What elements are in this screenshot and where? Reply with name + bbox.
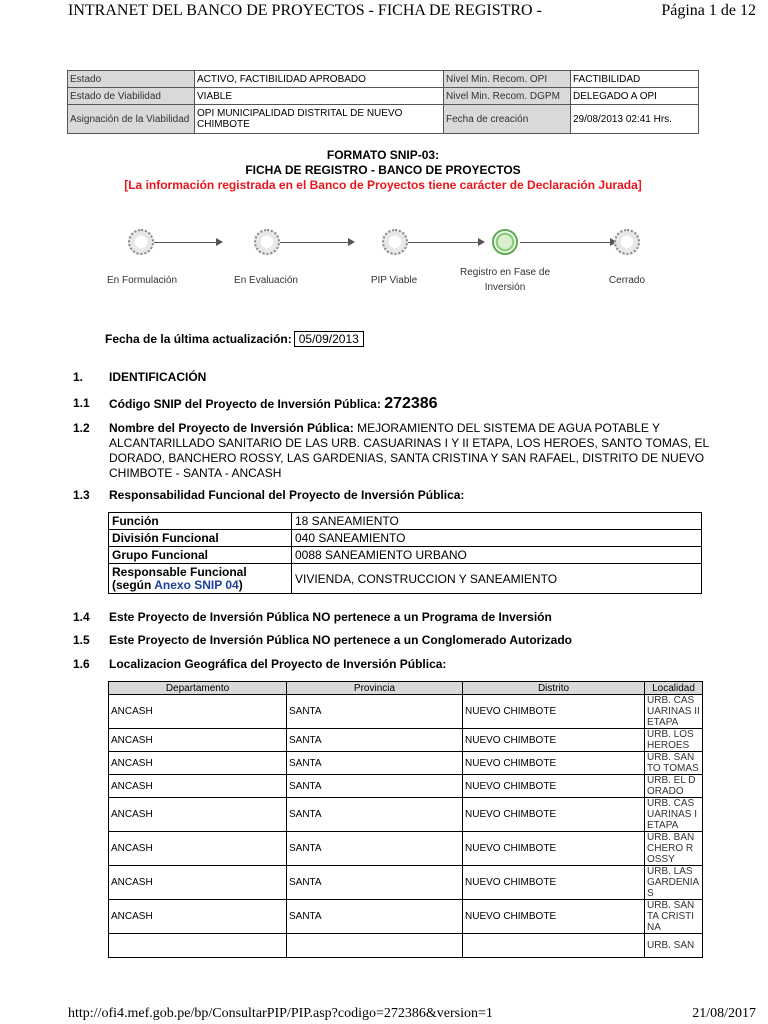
timeline-arrow-icon (348, 238, 355, 246)
cell-departamento: ANCASH (109, 832, 287, 866)
cell-localidad: URB. LAS GARDENIAS (645, 866, 703, 900)
declaracion-notice: [La información registrada en el Banco de Proyectos tiene carácter de Declaración Jurada] (124, 178, 642, 192)
stage-label-active: Registro en Fase de Inversión (459, 267, 551, 293)
column-header: Distrito (463, 682, 645, 695)
estado-label: Estado (68, 71, 195, 88)
cell-provincia (287, 934, 463, 958)
cell-localidad: URB. SANTO TOMAS (645, 752, 703, 775)
responsable-label (109, 564, 292, 594)
division-label: División Funcional (109, 530, 292, 547)
cell-distrito: NUEVO CHIMBOTE (463, 900, 645, 934)
cell-distrito: NUEVO CHIMBOTE (463, 729, 645, 752)
section-title: Este Proyecto de Inversión Pública NO pertenece a un Programa de Inversión (109, 610, 552, 624)
stage-node-icon (382, 229, 408, 255)
responsabilidad-table (108, 512, 702, 594)
stage-node-icon (128, 229, 154, 255)
page-footer-date: 21/08/2017 (692, 1006, 756, 1021)
table-row (109, 798, 703, 832)
cell-localidad: URB. SANTA CRISTINA (645, 900, 703, 934)
page-header-title: INTRANET DEL BANCO DE PROYECTOS - FICHA DE REGISTRO - (68, 2, 542, 19)
asignacion-label: Asignación de la Viabilidad (68, 105, 195, 134)
table-row (109, 934, 703, 958)
page-footer-url: http://ofi4.mef.gob.pe/bp/ConsultarPIP/PIP.asp?codigo=272386&version=1 (68, 1006, 493, 1021)
cell-departamento: ANCASH (109, 729, 287, 752)
section-number: 1.1 (73, 396, 90, 410)
section-number: 1. (73, 370, 84, 384)
viabilidad-value: VIABLE (195, 88, 444, 105)
cell-localidad: URB. CASUARINAS I ETAPA (645, 798, 703, 832)
nivel-opi-label: Nivel Min. Recom. OPI (444, 71, 571, 88)
cell-provincia: SANTA (287, 752, 463, 775)
section-number: 1.2 (73, 421, 90, 435)
cell-departamento: ANCASH (109, 752, 287, 775)
last-update (105, 331, 364, 347)
section-number: 1.4 (73, 610, 90, 624)
cell-departamento (109, 934, 287, 958)
last-update-label: Fecha de la última actualización: (105, 332, 292, 346)
cell-departamento: ANCASH (109, 775, 287, 798)
fecha-creacion-label: Fecha de creación (444, 105, 571, 134)
ficha-title: FICHA DE REGISTRO - BANCO DE PROYECTOS (245, 163, 521, 177)
column-header: Provincia (287, 682, 463, 695)
section-number: 1.3 (73, 488, 90, 502)
cell-distrito: NUEVO CHIMBOTE (463, 832, 645, 866)
project-phase-timeline (100, 225, 700, 305)
cell-provincia: SANTA (287, 866, 463, 900)
nivel-opi-value: FACTIBILIDAD (571, 71, 699, 88)
cell-provincia: SANTA (287, 695, 463, 729)
table-row (109, 695, 703, 729)
estado-value: ACTIVO, FACTIBILIDAD APROBADO (195, 71, 444, 88)
asignacion-value: OPI MUNICIPALIDAD DISTRITAL DE NUEVO CHIMBOTE (195, 105, 444, 134)
responsable-value: VIVIENDA, CONSTRUCCION Y SANEAMIENTO (292, 564, 702, 594)
table-row (109, 866, 703, 900)
cell-provincia: SANTA (287, 900, 463, 934)
column-header: Departamento (109, 682, 287, 695)
section-title: Localizacion Geográfica del Proyecto de Inversión Pública: (109, 657, 447, 671)
table-row (109, 900, 703, 934)
stage-label: Cerrado (608, 275, 646, 286)
responsable-label-text: Responsable Funcional (112, 564, 247, 579)
cell-provincia: SANTA (287, 832, 463, 866)
grupo-value: 0088 SANEAMIENTO URBANO (292, 547, 702, 564)
table-row (109, 752, 703, 775)
formato-title: FORMATO SNIP-03: (326, 148, 440, 162)
stage-label: En Formulación (106, 275, 178, 286)
stage-node-icon (254, 229, 280, 255)
project-name-value: MEJORAMIENTO DEL SISTEMA DE AGUA POTABLE Y ALCANTARILLADO SANITARIO DE LAS URB. CASUARINAS I Y II ETAPA, LOS HEROES, SANTO TOMAS, EL DORADO, BANCHERO ROSSY, LAS GARDENIAS, SANTA CRISTINA Y SAN RAFAEL, DISTRITO DE NUEVO CHIMBOTE - SANTA - ANCASH (109, 421, 709, 480)
cell-localidad: URB. BANCHERO ROSSY (645, 832, 703, 866)
funcion-label: Función (109, 513, 292, 530)
nivel-dgpm-value: DELEGADO A OPI (571, 88, 699, 105)
cell-distrito: NUEVO CHIMBOTE (463, 775, 645, 798)
section-title: IDENTIFICACIÓN (109, 370, 207, 384)
division-value: 040 SANEAMIENTO (292, 530, 702, 547)
cell-departamento: ANCASH (109, 798, 287, 832)
section-title (109, 396, 703, 412)
nivel-dgpm-label: Nivel Min. Recom. DGPM (444, 88, 571, 105)
grupo-label: Grupo Funcional (109, 547, 292, 564)
cell-departamento: ANCASH (109, 900, 287, 934)
cell-distrito: NUEVO CHIMBOTE (463, 798, 645, 832)
table-row (109, 832, 703, 866)
status-table (67, 70, 699, 134)
snip-code-value: 272386 (384, 395, 438, 412)
last-update-value: 05/09/2013 (294, 331, 364, 347)
cell-localidad: URB. SAN (645, 934, 703, 958)
cell-departamento: ANCASH (109, 866, 287, 900)
responsable-label-suffix: ) (238, 577, 243, 592)
cell-localidad: URB. CASUARINAS II ETAPA (645, 695, 703, 729)
fecha-creacion-value: 29/08/2013 02:41 Hrs. (571, 105, 699, 134)
stage-node-icon (614, 229, 640, 255)
viabilidad-label: Estado de Viabilidad (68, 88, 195, 105)
section-title: Responsabilidad Funcional del Proyecto de Inversión Pública: (109, 488, 465, 502)
timeline-arrow-icon (478, 238, 485, 246)
funcion-value: 18 SANEAMIENTO (292, 513, 702, 530)
timeline-arrow-icon (216, 238, 223, 246)
timeline-connector (520, 242, 612, 243)
cell-localidad: URB. LOS HEROES (645, 729, 703, 752)
cell-departamento: ANCASH (109, 695, 287, 729)
responsable-label-prefix: (según (112, 577, 152, 592)
cell-distrito: NUEVO CHIMBOTE (463, 752, 645, 775)
anexo-snip-04-link[interactable]: Anexo SNIP 04 (154, 577, 239, 592)
cell-localidad: URB. EL DORADO (645, 775, 703, 798)
column-header: Localidad (645, 682, 703, 695)
project-name-label: Nombre del Proyecto de Inversión Pública: (109, 421, 354, 435)
stage-label: PIP Viable (370, 275, 418, 286)
section-title: Este Proyecto de Inversión Pública NO pertenece a un Conglomerado Autorizado (109, 633, 572, 647)
stage-node-active-icon (492, 229, 518, 255)
cell-provincia: SANTA (287, 775, 463, 798)
project-name (109, 421, 709, 481)
table-row (109, 775, 703, 798)
section-number: 1.6 (73, 657, 90, 671)
section-number: 1.5 (73, 633, 90, 647)
snip-code-label: Código SNIP del Proyecto de Inversión Pública: (109, 397, 381, 411)
cell-distrito: NUEVO CHIMBOTE (463, 695, 645, 729)
table-row (109, 729, 703, 752)
cell-provincia: SANTA (287, 729, 463, 752)
cell-distrito (463, 934, 645, 958)
cell-distrito: NUEVO CHIMBOTE (463, 866, 645, 900)
page-number: Página 1 de 12 (661, 2, 756, 19)
localizacion-table (108, 681, 703, 958)
stage-label: En Evaluación (234, 275, 298, 286)
cell-provincia: SANTA (287, 798, 463, 832)
